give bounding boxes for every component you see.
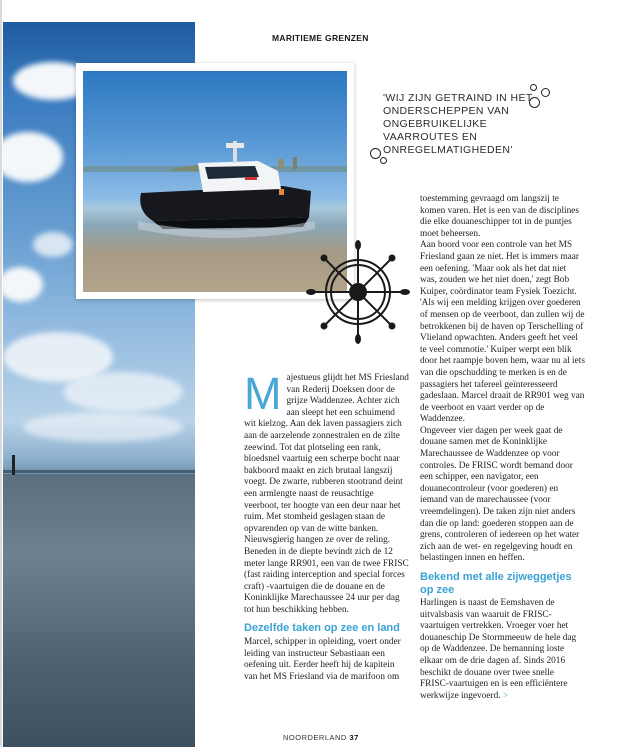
cloud <box>33 232 73 257</box>
paragraph: Ongeveer vier dagen per week gaat de douane samen met de Koninklijke Marechaussee de Waddenzee op voor controles. De FRISC wordt bemand door een schipper, een navigator, een douanecontroleur (voor goederen) en iemand van de marechaussee (voor vreemdelingen). De taken zijn niet anders dan die op land: goederen stoppen aan de grens, controleren of iedereen op het water zich aan de wet- en regelgeving houdt en belastingen innen en heffen. <box>420 425 580 564</box>
bubble-icon <box>380 157 387 164</box>
beach-pole <box>12 455 15 475</box>
wet-sand <box>3 474 195 747</box>
bubble-icon <box>530 84 537 91</box>
subheading-2: Bekend met alle zijweggetjes op zee <box>420 571 572 596</box>
intro-text: ajestueus glijdt het MS Friesland van Rederij Doeksen door de grijze Waddenzee. Achter zich aan sleept het een schuimend wit kielzog. Aan dek laven passagiers zich aan de aarzelende zonnestralen en de zilte zeewind. Tot dat plotseling een rank, bloedsnel vaartuig een scherpe bocht naar bakboord maakt en zich brutaal langszij voegt. De zwarte, rubberen stootrand deint een armlengte naast de reusachtige veerboot, ter hoogte van een deur naar het ruim. Met stomheid geslagen staan de opvarenden op van de witte banken. Nieuwsgierig hangen ze over de reling. Beneden in de diepte bevindt zich de 12 meter lange RR901, een van de twee FRISC (fast raiding interception and special forces craft) -vaartuigen die de douane en de Koninklijke Marechaussee 24 uur per dag tot hun beschikking hebben. <box>244 373 409 615</box>
left-column <box>244 368 409 683</box>
cloud <box>23 412 183 442</box>
bubble-icon <box>529 97 540 108</box>
bubble-icon <box>541 88 550 97</box>
drop-cap: M <box>244 368 282 419</box>
cloud <box>63 372 183 412</box>
cloud <box>3 132 63 182</box>
end-mark: > <box>502 690 509 701</box>
paragraph: toestemming gevraagd om langszij te komen varen. Het is een van de disciplines die elke douaneschipper tot in de puntjes moet beheersen. <box>420 194 580 239</box>
paragraph: Aan boord voor een controle van het MS Friesland gaan ze niet. Het is immers maar een oefening. 'Maar ook als het dat niet was, zouden we het niet doen,' zegt Bob Kuiper, coördinator team Fysiek Toezicht. 'Als wij een melding krijgen over goederen of mensen op de veerboot, dan zullen wij de betrokkenen bij de haven op Terschelling of Vlieland opwachten. Anders geeft het veel te veel commotie.' Kuiper werpt een blik door het raampje boven hem, waar nu al iets van die opschudding te merken is en de passagiers het tafereel geïnteresseerd gadeslaan. Marcel draait de RR901 weg van de veerboot en vaart verder op de Waddenzee. <box>420 240 585 425</box>
cloud <box>3 267 43 302</box>
pull-quote: 'WIJ ZIJN GETRAIND IN HET ONDERSCHEPPEN VAN ONGEBRUIKELIJKE VAARROUTES EN ONREGELMATIGHEDEN' <box>383 92 533 156</box>
paragraph-text: Harlingen is naast de Eemshaven de uitvalsbasis van waaruit de FRISC-vaartuigen vertrekken. Vroeger voer het douaneschip De Stormmeeuw de hele dag op de Waddenzee. De bemanning loste elkaar om de drie dagen af. Sinds 2016 beschikt de douane over twee snelle FRISC-vaartuigen en is een efficiëntere werkwijze ingevoerd. <box>420 598 577 701</box>
horizon <box>3 470 195 473</box>
paragraph <box>420 598 585 702</box>
paragraph: Marcel, schipper in opleiding, voert onder leiding van instructeur Sebastiaan een oefening uit. Eerder heeft hij de kapitein van het MS Friesland via de marifoon om <box>244 636 401 682</box>
section-title: MARITIEME GRENZEN <box>272 33 369 43</box>
page-number: 37 <box>349 733 359 742</box>
ship-wheel-icon <box>306 240 410 344</box>
page-footer <box>283 733 359 742</box>
bubble-icon <box>370 148 381 159</box>
page-edge <box>0 0 2 747</box>
magazine-name: NOORDERLAND <box>283 733 347 742</box>
intro-paragraph <box>244 368 409 616</box>
right-column <box>420 194 585 702</box>
subheading-1: Dezelfde taken op zee en land <box>244 622 400 635</box>
